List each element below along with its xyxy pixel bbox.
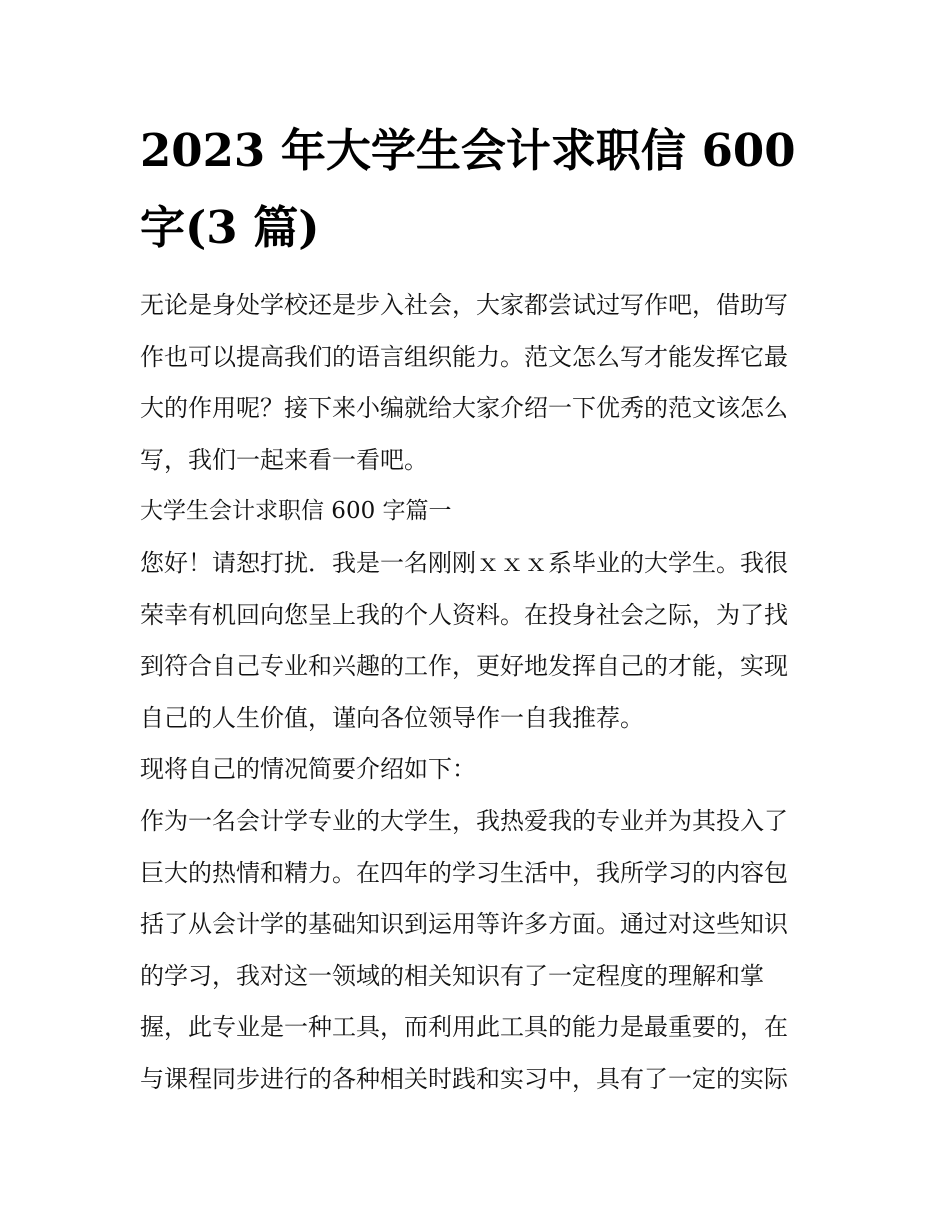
intro-paragraph-line: 无论是身处学校还是步入社会，大家都尝试过写作吧，借助写 bbox=[140, 291, 788, 319]
letter-paragraph-line: 握，此专业是一种工具，而利用此工具的能力是最重要的，在 bbox=[140, 1013, 788, 1042]
letter-paragraph-line: 现将自己的情况简要介绍如下： bbox=[140, 755, 476, 784]
letter-paragraph-line: 括了从会计学的基础知识到运用等许多方面。通过对这些知识 bbox=[140, 910, 788, 939]
title-line: 字(3 篇) bbox=[140, 201, 320, 254]
section-heading: 大学生会计求职信 600 字篇一 bbox=[140, 498, 452, 525]
document-body bbox=[140, 280, 830, 1106]
letter-paragraph-line: 到符合自己专业和兴趣的工作，更好地发挥自己的才能，实现 bbox=[140, 652, 788, 681]
intro-paragraph-line: 作也可以提高我们的语言组织能力。范文怎么写才能发挥它最 bbox=[140, 342, 788, 371]
letter-paragraph-line: 与课程同步进行的各种相关时践和实习中，具有了一定的实际 bbox=[140, 1064, 788, 1093]
intro-paragraph-line: 大的作用呢？接下来小编就给大家介绍一下优秀的范文该怎么 bbox=[140, 394, 788, 423]
letter-paragraph-line: 您好！请恕打扰．我是一名刚刚ｘｘｘ系毕业的大学生。我很 bbox=[140, 548, 788, 577]
letter-paragraph-line: 巨大的热情和精力。在四年的学习生活中，我所学习的内容包 bbox=[140, 858, 788, 887]
letter-paragraph-line: 荣幸有机回向您呈上我的个人资料。在投身社会之际，为了找 bbox=[140, 600, 788, 629]
intro-paragraph-line: 写，我们一起来看一看吧。 bbox=[140, 445, 428, 474]
document-title bbox=[140, 112, 820, 266]
letter-paragraph-line: 的学习，我对这一领域的相关知识有了一定程度的理解和掌 bbox=[140, 961, 764, 990]
title-line: 2023 年大学生会计求职信 600 bbox=[140, 124, 796, 177]
letter-paragraph-line: 自己的人生价值，谨向各位领导作一自我推荐。 bbox=[140, 703, 644, 732]
letter-paragraph-line: 作为一名会计学专业的大学生，我热爱我的专业并为其投入了 bbox=[140, 806, 788, 835]
